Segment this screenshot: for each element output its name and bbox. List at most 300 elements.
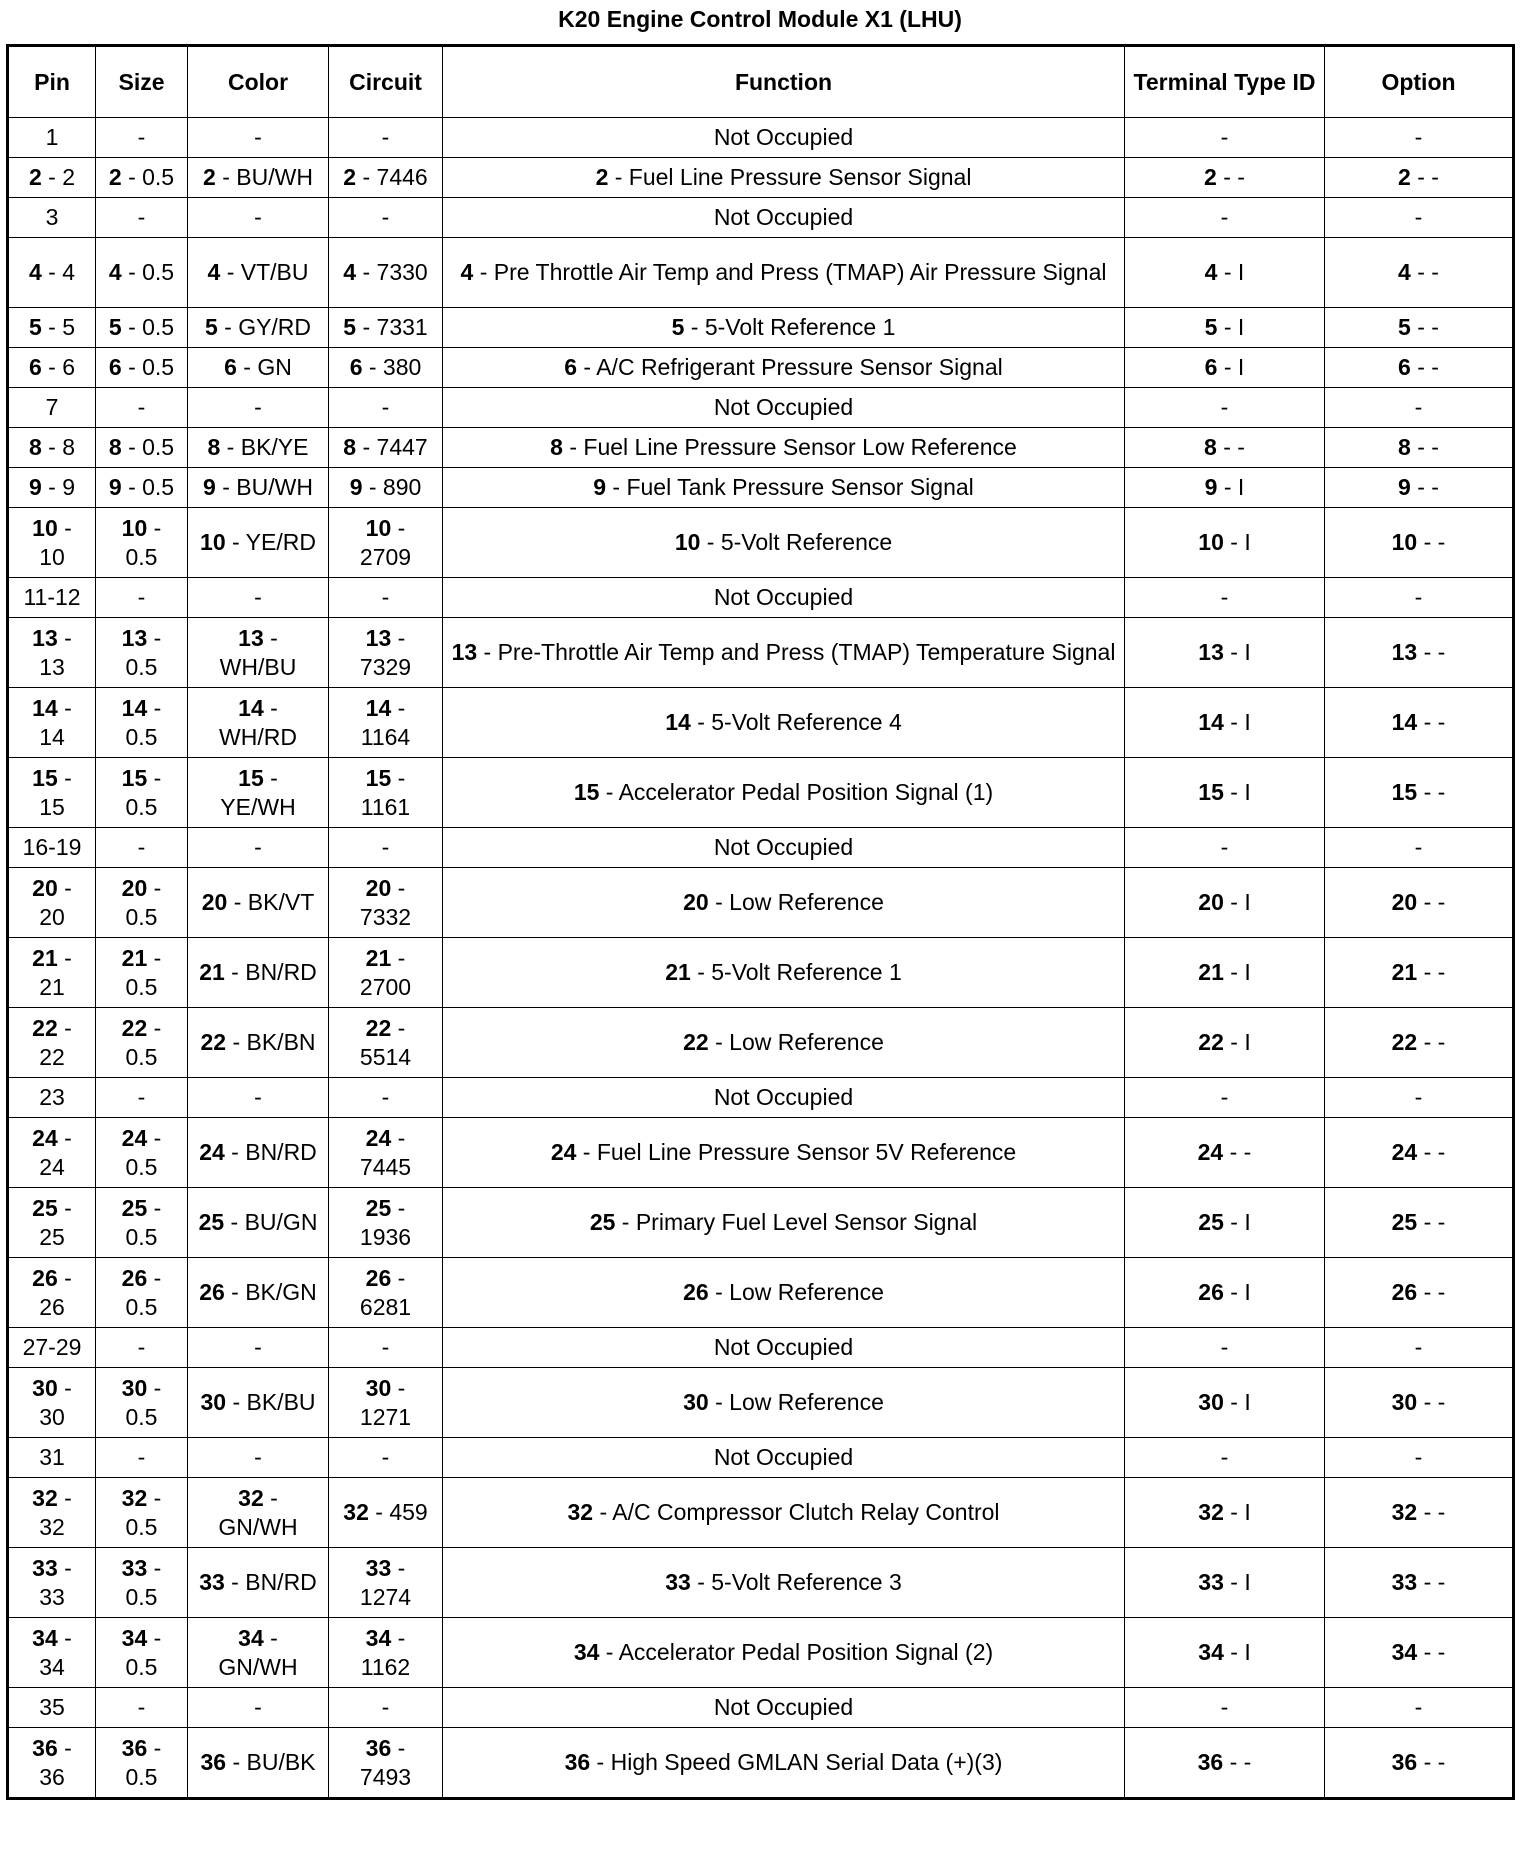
- pin-number: 32: [343, 1499, 369, 1525]
- cell-value: 0.5: [125, 903, 158, 930]
- cell-color: [188, 1258, 329, 1328]
- separator: -: [263, 624, 278, 651]
- cell-value: - BN/RD: [224, 1139, 317, 1165]
- cell-value: - Primary Fuel Level Sensor Signal: [615, 1209, 978, 1235]
- cell-option: [1325, 938, 1514, 1008]
- table-row: [8, 468, 1514, 508]
- table-row: [8, 348, 1514, 388]
- pin-number: 15: [238, 764, 264, 791]
- cell-function: [443, 1258, 1125, 1328]
- pin-number: 13: [121, 624, 148, 651]
- cell-pin: 7: [8, 388, 96, 428]
- cell-pin: [8, 758, 96, 828]
- pin-number: 26: [1198, 1279, 1224, 1305]
- cell-function: Not Occupied: [443, 1078, 1125, 1118]
- cell-function: Not Occupied: [443, 388, 1125, 428]
- cell-terminal-type: -: [1125, 1688, 1325, 1728]
- cell-value: 0.5: [125, 1763, 158, 1790]
- pin-number: 2: [28, 164, 42, 190]
- cell-value: - BU/BK: [226, 1749, 316, 1775]
- cell-circuit: -: [329, 1438, 443, 1478]
- cell-option: -: [1325, 1328, 1514, 1368]
- cell-color: [188, 428, 329, 468]
- cell-size: -: [96, 828, 188, 868]
- cell-pin: [8, 1258, 96, 1328]
- cell-terminal-type: [1125, 1728, 1325, 1799]
- cell-color: [188, 308, 329, 348]
- table-row: [8, 1188, 1514, 1258]
- cell-option: -: [1325, 118, 1514, 158]
- cell-pin: [8, 508, 96, 578]
- table-row: [8, 1328, 1514, 1368]
- pin-number: 4: [1204, 259, 1218, 285]
- cell-value: - Low Reference: [708, 889, 884, 915]
- cell-value: - I: [1223, 1279, 1251, 1305]
- cell-function: [443, 348, 1125, 388]
- pin-number: 8: [343, 434, 357, 460]
- cell-terminal-type: [1125, 618, 1325, 688]
- cell-color: [188, 238, 329, 308]
- cell-option: [1325, 1118, 1514, 1188]
- pin-number: 8: [108, 434, 122, 460]
- separator: -: [57, 1484, 72, 1511]
- pin-number: 20: [365, 874, 392, 901]
- cell-value: 14: [39, 723, 65, 750]
- cell-terminal-type: [1125, 1478, 1325, 1548]
- cell-value: - I: [1223, 1569, 1251, 1595]
- table-row: [8, 428, 1514, 468]
- cell-pin: [8, 1618, 96, 1688]
- cell-color: -: [188, 1078, 329, 1118]
- separator: -: [391, 1624, 406, 1651]
- cell-circuit: [329, 428, 443, 468]
- cell-circuit: [329, 308, 443, 348]
- cell-value: 2700: [359, 973, 412, 1000]
- cell-function: [443, 758, 1125, 828]
- cell-value: 0.5: [125, 1583, 158, 1610]
- table-row: [8, 198, 1514, 238]
- cell-option: [1325, 1618, 1514, 1688]
- cell-size: [96, 308, 188, 348]
- pin-number: 25: [121, 1194, 148, 1221]
- cell-option: [1325, 1188, 1514, 1258]
- pin-number: 22: [121, 1014, 148, 1041]
- pin-number: 34: [32, 1624, 58, 1651]
- separator: -: [147, 624, 162, 651]
- table-row: [8, 1078, 1514, 1118]
- header-pin: Pin: [8, 46, 96, 118]
- pin-number: 4: [28, 259, 42, 285]
- cell-option: [1325, 1728, 1514, 1799]
- pin-number: 22: [1198, 1029, 1224, 1055]
- pin-number: 30: [1198, 1389, 1224, 1415]
- cell-value: - -: [1410, 434, 1439, 460]
- pin-number: 21: [365, 944, 392, 971]
- cell-pin: [8, 428, 96, 468]
- table-row: [8, 758, 1514, 828]
- separator: -: [391, 1554, 406, 1581]
- pin-number: 36: [121, 1734, 148, 1761]
- pin-number: 9: [1204, 474, 1218, 500]
- pin-number: 26: [365, 1264, 392, 1291]
- pin-number: 2: [108, 164, 122, 190]
- cell-size: [96, 468, 188, 508]
- cell-value: - BK/GN: [224, 1279, 317, 1305]
- cell-function: [443, 868, 1125, 938]
- cell-size: -: [96, 388, 188, 428]
- pin-number: 6: [349, 354, 363, 380]
- cell-size: [96, 1118, 188, 1188]
- cell-function: Not Occupied: [443, 198, 1125, 238]
- cell-value: - VT/BU: [220, 259, 309, 285]
- separator: -: [147, 1554, 162, 1581]
- separator: -: [263, 764, 278, 791]
- cell-circuit: -: [329, 828, 443, 868]
- pin-number: 24: [1391, 1139, 1418, 1165]
- pin-number: 8: [28, 434, 42, 460]
- cell-value: 0.5: [125, 653, 158, 680]
- separator: -: [263, 694, 278, 721]
- cell-terminal-type: -: [1125, 578, 1325, 618]
- cell-color: [188, 1728, 329, 1799]
- cell-value: - 0.5: [121, 164, 175, 190]
- cell-value: 33: [39, 1583, 65, 1610]
- cell-value: 7329: [359, 653, 412, 680]
- cell-value: - BK/YE: [220, 434, 309, 460]
- pin-number: 14: [121, 694, 148, 721]
- pin-number: 2: [343, 164, 357, 190]
- separator: -: [57, 624, 72, 651]
- pin-number: 30: [121, 1374, 148, 1401]
- cell-terminal-type: [1125, 508, 1325, 578]
- cell-value: - 459: [368, 1499, 428, 1525]
- cell-value: - BN/RD: [224, 1569, 317, 1595]
- pin-number: 9: [1398, 474, 1411, 500]
- header-terminal-type-id: Terminal Type ID: [1125, 46, 1325, 118]
- separator: -: [391, 694, 406, 721]
- pin-number: 14: [238, 694, 264, 721]
- cell-value: - GN: [236, 354, 292, 380]
- cell-function: [443, 1368, 1125, 1438]
- separator: -: [57, 874, 72, 901]
- cell-pin: [8, 468, 96, 508]
- pin-number: 8: [1398, 434, 1411, 460]
- pin-number: 36: [32, 1734, 58, 1761]
- cell-value: - Pre Throttle Air Temp and Press (TMAP) Air Pressure Signal: [473, 259, 1107, 285]
- cell-value: - -: [1216, 164, 1245, 190]
- pin-number: 22: [200, 1029, 227, 1055]
- cell-color: [188, 1548, 329, 1618]
- cell-value: - I: [1223, 1389, 1251, 1415]
- cell-function: Not Occupied: [443, 1438, 1125, 1478]
- cell-terminal-type: -: [1125, 198, 1325, 238]
- pin-number: 32: [1198, 1499, 1224, 1525]
- cell-size: [96, 1548, 188, 1618]
- pin-number: 13: [365, 624, 392, 651]
- pin-number: 24: [550, 1139, 577, 1165]
- pin-number: 15: [573, 779, 600, 805]
- cell-pin: [8, 1118, 96, 1188]
- cell-function: Not Occupied: [443, 1328, 1125, 1368]
- cell-value: - I: [1217, 474, 1245, 500]
- table-row: [8, 1438, 1514, 1478]
- separator: -: [263, 1484, 278, 1511]
- pin-number: 4: [108, 259, 122, 285]
- cell-circuit: [329, 868, 443, 938]
- pin-number: 24: [32, 1124, 58, 1151]
- pin-number: 13: [451, 639, 478, 665]
- separator: -: [391, 944, 406, 971]
- cell-function: [443, 1118, 1125, 1188]
- cell-function: Not Occupied: [443, 578, 1125, 618]
- pin-number: 36: [200, 1749, 227, 1775]
- table-row: [8, 308, 1514, 348]
- cell-pin: [8, 1548, 96, 1618]
- cell-value: - 7331: [356, 314, 428, 340]
- cell-function: Not Occupied: [443, 118, 1125, 158]
- pin-number: 5: [28, 314, 42, 340]
- cell-terminal-type: [1125, 308, 1325, 348]
- cell-color: -: [188, 578, 329, 618]
- pin-number: 36: [1197, 1749, 1224, 1775]
- cell-value: - 890: [362, 474, 422, 500]
- pin-number: 32: [32, 1484, 58, 1511]
- cell-value: - 7446: [356, 164, 428, 190]
- cell-value: 1274: [359, 1583, 412, 1610]
- pin-number: 20: [32, 874, 58, 901]
- cell-terminal-type: -: [1125, 828, 1325, 868]
- pin-number: 36: [564, 1749, 591, 1775]
- cell-color: [188, 1008, 329, 1078]
- pin-number: 25: [1198, 1209, 1224, 1235]
- cell-size: [96, 1618, 188, 1688]
- separator: -: [147, 1624, 162, 1651]
- cell-option: [1325, 348, 1514, 388]
- cell-option: [1325, 1548, 1514, 1618]
- cell-function: [443, 688, 1125, 758]
- separator: -: [147, 1484, 162, 1511]
- pin-number: 24: [121, 1124, 148, 1151]
- cell-option: -: [1325, 828, 1514, 868]
- table-row: [8, 1368, 1514, 1438]
- cell-circuit: [329, 158, 443, 198]
- cell-option: [1325, 508, 1514, 578]
- separator: -: [391, 1374, 406, 1401]
- pin-number: 21: [199, 959, 225, 985]
- pin-number: 25: [365, 1194, 392, 1221]
- pin-number: 6: [224, 354, 237, 380]
- cell-value: 13: [39, 653, 65, 680]
- separator: -: [147, 694, 162, 721]
- pin-number: 25: [589, 1209, 616, 1235]
- pin-number: 13: [1391, 639, 1418, 665]
- cell-value: - 4: [41, 259, 76, 285]
- pin-number: 9: [593, 474, 607, 500]
- cell-value: - -: [1410, 354, 1439, 380]
- pin-number: 5: [108, 314, 122, 340]
- pin-number: 13: [1198, 639, 1224, 665]
- cell-terminal-type: [1125, 1008, 1325, 1078]
- cell-circuit: [329, 1258, 443, 1328]
- pin-number: 34: [573, 1639, 600, 1665]
- table-row: [8, 1728, 1514, 1799]
- separator: -: [147, 1264, 162, 1291]
- cell-color: -: [188, 198, 329, 238]
- cell-circuit: [329, 1478, 443, 1548]
- cell-value: 1161: [360, 793, 411, 820]
- separator: -: [147, 1194, 162, 1221]
- cell-value: 0.5: [125, 973, 158, 1000]
- separator: -: [147, 944, 162, 971]
- cell-value: - I: [1223, 1639, 1251, 1665]
- cell-size: [96, 1188, 188, 1258]
- separator: -: [57, 1374, 72, 1401]
- pin-number: 26: [32, 1264, 58, 1291]
- cell-value: - I: [1217, 354, 1245, 380]
- cell-circuit: -: [329, 1328, 443, 1368]
- cell-value: - I: [1223, 779, 1251, 805]
- table-row: [8, 1548, 1514, 1618]
- cell-option: -: [1325, 198, 1514, 238]
- cell-color: [188, 1618, 329, 1688]
- pin-number: 24: [1197, 1139, 1224, 1165]
- table-row: [8, 388, 1514, 428]
- cell-value: - -: [1417, 959, 1446, 985]
- header-color: Color: [188, 46, 329, 118]
- separator: -: [147, 1734, 162, 1761]
- cell-value: 2709: [359, 543, 412, 570]
- pin-number: 25: [198, 1209, 225, 1235]
- pin-number: 22: [1391, 1029, 1418, 1055]
- cell-function: [443, 158, 1125, 198]
- header-circuit: Circuit: [329, 46, 443, 118]
- cell-value: 7332: [359, 903, 412, 930]
- cell-value: - -: [1417, 1279, 1446, 1305]
- cell-pin: [8, 618, 96, 688]
- pin-number: 22: [365, 1014, 392, 1041]
- cell-value: - GY/RD: [217, 314, 312, 340]
- cell-value: - 5-Volt Reference 1: [690, 959, 902, 985]
- cell-value: 7445: [359, 1153, 412, 1180]
- cell-color: -: [188, 1328, 329, 1368]
- cell-option: [1325, 468, 1514, 508]
- separator: -: [57, 1624, 72, 1651]
- cell-value: - 5-Volt Reference 3: [690, 1569, 902, 1595]
- cell-color: [188, 758, 329, 828]
- cell-option: -: [1325, 1438, 1514, 1478]
- cell-option: [1325, 868, 1514, 938]
- cell-size: [96, 1478, 188, 1548]
- cell-value: 1271: [359, 1403, 412, 1430]
- separator: -: [57, 1554, 72, 1581]
- cell-size: [96, 1008, 188, 1078]
- cell-value: - I: [1223, 1029, 1251, 1055]
- pin-number: 33: [121, 1554, 148, 1581]
- cell-circuit: [329, 1188, 443, 1258]
- table-row: [8, 1258, 1514, 1328]
- table-row: [8, 1618, 1514, 1688]
- pin-number: 33: [32, 1554, 58, 1581]
- cell-terminal-type: [1125, 868, 1325, 938]
- header-row: [8, 46, 1514, 118]
- cell-function: [443, 1188, 1125, 1258]
- cell-value: - High Speed GMLAN Serial Data (+)(3): [590, 1749, 1003, 1775]
- cell-option: [1325, 158, 1514, 198]
- cell-value: - I: [1223, 1499, 1251, 1525]
- cell-color: [188, 938, 329, 1008]
- cell-pin: [8, 1008, 96, 1078]
- cell-size: -: [96, 1328, 188, 1368]
- pin-number: 9: [108, 474, 122, 500]
- pin-number: 5: [1398, 314, 1411, 340]
- cell-value: WH/BU: [219, 653, 297, 680]
- pin-number: 4: [460, 259, 474, 285]
- cell-terminal-type: -: [1125, 1328, 1325, 1368]
- separator: -: [391, 624, 406, 651]
- pin-number: 10: [1198, 529, 1224, 555]
- page-title: K20 Engine Control Module X1 (LHU): [558, 6, 962, 32]
- header-option: Option: [1325, 46, 1514, 118]
- pin-number: 22: [32, 1014, 58, 1041]
- cell-pin: [8, 238, 96, 308]
- cell-function: [443, 1478, 1125, 1548]
- cell-circuit: -: [329, 388, 443, 428]
- cell-function: [443, 428, 1125, 468]
- cell-value: - Accelerator Pedal Position Signal (1): [599, 779, 994, 805]
- cell-value: - BK/BN: [226, 1029, 316, 1055]
- cell-value: - 8: [41, 434, 76, 460]
- cell-size: [96, 348, 188, 388]
- pin-number: 25: [1391, 1209, 1418, 1235]
- cell-value: - BK/BU: [226, 1389, 316, 1415]
- pin-number: 15: [1198, 779, 1224, 805]
- pin-number: 4: [207, 259, 221, 285]
- cell-size: [96, 238, 188, 308]
- separator: -: [57, 694, 72, 721]
- cell-terminal-type: -: [1125, 388, 1325, 428]
- pin-number: 30: [1391, 1389, 1418, 1415]
- pin-number: 32: [121, 1484, 148, 1511]
- pin-number: 10: [32, 514, 58, 541]
- cell-circuit: [329, 1728, 443, 1799]
- cell-value: - 9: [41, 474, 76, 500]
- cell-value: 1936: [359, 1223, 412, 1250]
- cell-option: [1325, 758, 1514, 828]
- pin-number: 2: [595, 164, 609, 190]
- cell-function: [443, 1728, 1125, 1799]
- pin-number: 30: [683, 1389, 709, 1415]
- cell-circuit: -: [329, 118, 443, 158]
- cell-value: 32: [39, 1513, 65, 1540]
- cell-value: - -: [1417, 639, 1446, 665]
- cell-value: 0.5: [125, 1513, 158, 1540]
- cell-value: 1164: [360, 723, 411, 750]
- cell-pin: 23: [8, 1078, 96, 1118]
- cell-value: 5514: [359, 1043, 412, 1070]
- cell-color: [188, 158, 329, 198]
- cell-option: -: [1325, 1078, 1514, 1118]
- cell-terminal-type: [1125, 1118, 1325, 1188]
- cell-value: - -: [1410, 259, 1439, 285]
- cell-value: 7493: [359, 1763, 412, 1790]
- cell-value: 20: [39, 903, 65, 930]
- cell-circuit: -: [329, 1688, 443, 1728]
- separator: -: [147, 1014, 162, 1041]
- cell-value: - 6: [41, 354, 76, 380]
- cell-circuit: [329, 508, 443, 578]
- cell-value: - -: [1417, 1139, 1446, 1165]
- cell-value: 1162: [360, 1653, 411, 1680]
